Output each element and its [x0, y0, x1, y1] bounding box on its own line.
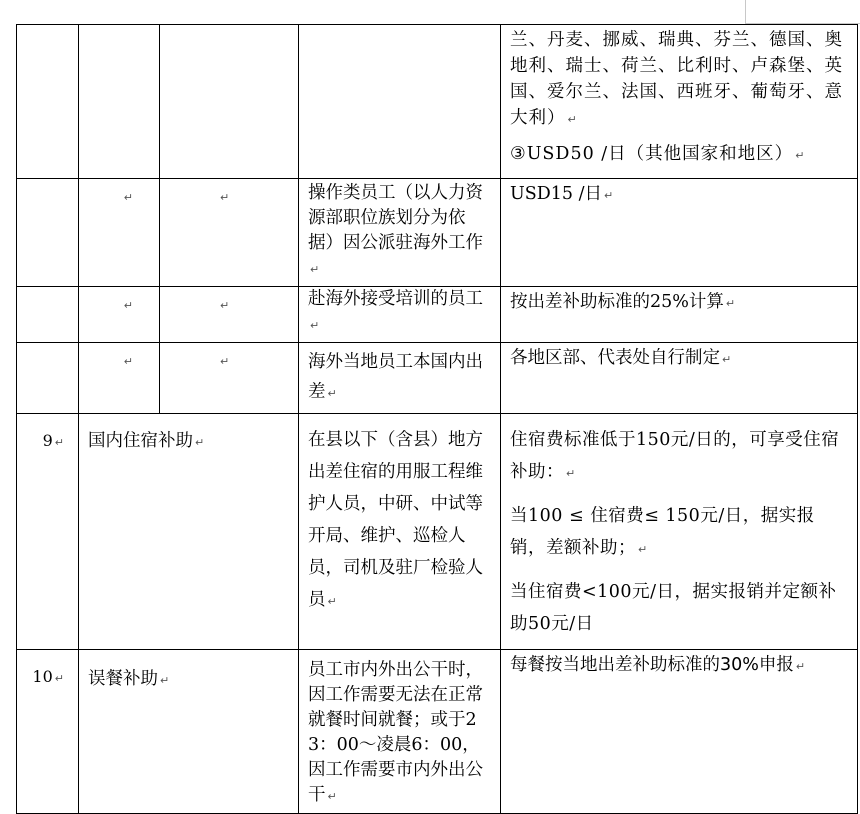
cell-object: [299, 650, 501, 814]
paragraph-mark-icon: ↵: [123, 299, 133, 312]
paragraph-mark-icon: ↵: [604, 189, 614, 202]
paragraph-mark-icon: ↵: [795, 660, 806, 673]
paragraph-mark-icon: ↵: [123, 191, 133, 204]
standard-text: 每餐按当地出差补助标准的30%申报: [510, 655, 794, 675]
table-row: [17, 179, 858, 287]
cell-item: [79, 287, 160, 343]
object-text: 在县以下（含县）地方出差住宿的用服工程维护人员，中研、中试等开局、维护、巡检人员，司机及驻厂检验人员: [308, 430, 483, 610]
cell-standard: [501, 25, 858, 179]
cell-standard: [501, 179, 858, 287]
item-text: 误餐补助: [88, 669, 158, 689]
cell-object: [299, 179, 501, 287]
cell-item: [79, 25, 160, 179]
cell-no: [17, 25, 79, 179]
table-row: [17, 287, 858, 343]
paragraph-mark-icon: ↵: [327, 387, 337, 400]
standard-text: 住宿费标准低于150元/日的，可享受住宿补助：: [510, 430, 840, 482]
row-number: 10: [32, 667, 53, 686]
paragraph-mark-icon: ↵: [725, 297, 736, 310]
cell-item: [79, 179, 160, 287]
paragraph-mark-icon: ↵: [327, 595, 337, 608]
table-row: [17, 414, 858, 650]
page-corner-mark: [745, 0, 746, 24]
cell-object: [299, 414, 501, 650]
paragraph-mark-icon: ↵: [567, 113, 578, 126]
paragraph-mark-icon: ↵: [310, 263, 320, 276]
paragraph-mark-icon: ↵: [638, 543, 648, 556]
cell-standard: [501, 287, 858, 343]
standard-text: 按出差补助标准的25%计算: [510, 292, 724, 312]
object-text: 员工市内外出公干时，因工作需要无法在正常就餐时间就餐；或于23：00～凌晨6：00，因工作需要市内外出公干: [308, 660, 483, 805]
cell-sub: [160, 287, 299, 343]
cell-no: [17, 650, 79, 814]
paragraph-mark-icon: ↵: [54, 436, 64, 449]
cell-sub: [160, 179, 299, 287]
paragraph-mark-icon: ↵: [310, 319, 320, 332]
object-text: 海外当地员工本国内出差: [308, 352, 483, 402]
cell-item: [79, 650, 299, 814]
paragraph-mark-icon: ↵: [566, 467, 576, 480]
paragraph-mark-icon: ↵: [220, 299, 230, 312]
table-row: [17, 343, 858, 414]
cell-standard: [501, 650, 858, 814]
cell-sub: [160, 25, 299, 179]
object-text: 赴海外接受培训的员工: [308, 289, 483, 309]
row-number: 9: [42, 431, 53, 450]
cell-item: [79, 343, 160, 414]
paragraph-mark-icon: ↵: [795, 149, 806, 162]
standard-text: 当100 ≤ 住宿费≤ 150元/日，据实报销，差额补助；: [510, 506, 815, 558]
cell-object: [299, 25, 501, 179]
paragraph-mark-icon: ↵: [54, 672, 64, 685]
cell-item: [79, 414, 299, 650]
standard-text: ③USD50 /日（其他国家和地区）: [510, 144, 794, 164]
cell-no: [17, 414, 79, 650]
paragraph-mark-icon: ↵: [220, 191, 230, 204]
allowance-table: [16, 24, 858, 814]
standard-text: 各地区部、代表处自行制定: [510, 348, 720, 368]
standard-text: 兰、丹麦、挪威、瑞典、芬兰、德国、奥地利、瑞士、荷兰、比利时、卢森堡、英国、爱尔兰、法国、西班牙、葡萄牙、意大利）: [510, 30, 843, 128]
cell-no: [17, 343, 79, 414]
table-row: [17, 25, 858, 179]
cell-no: [17, 179, 79, 287]
cell-no: [17, 287, 79, 343]
paragraph-mark-icon: ↵: [160, 674, 170, 687]
standard-text: 当住宿费<100元/日，据实报销并定额补助50元/日: [510, 582, 837, 634]
paragraph-mark-icon: ↵: [123, 355, 133, 368]
object-text: 操作类员工（以人力资源部职位族划分为依据）因公派驻海外工作: [308, 183, 483, 253]
cell-object: [299, 343, 501, 414]
item-text: 国内住宿补助: [88, 431, 193, 451]
standard-text: USD15 /日: [510, 184, 602, 204]
paragraph-mark-icon: ↵: [327, 790, 337, 803]
paragraph-mark-icon: ↵: [195, 436, 205, 449]
cell-sub: [160, 343, 299, 414]
cell-standard: [501, 343, 858, 414]
cell-object: [299, 287, 501, 343]
paragraph-mark-icon: ↵: [220, 355, 230, 368]
cell-standard: [501, 414, 858, 650]
table-row: [17, 650, 858, 814]
paragraph-mark-icon: ↵: [722, 353, 732, 366]
